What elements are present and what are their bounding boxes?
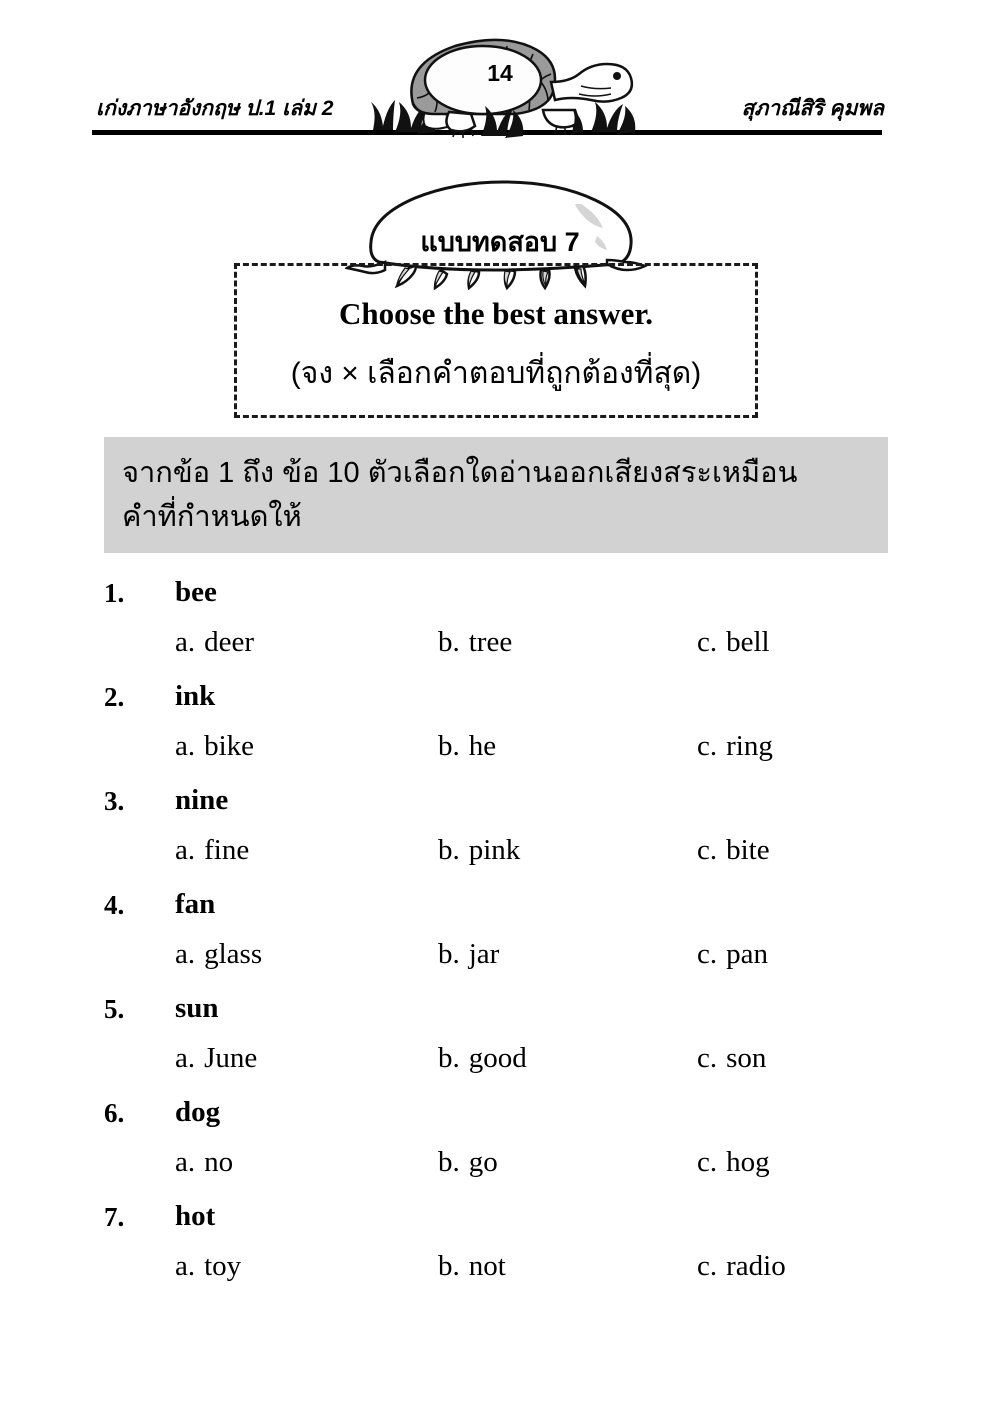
question-item <box>0 676 992 780</box>
question-list <box>0 572 992 1300</box>
choice-option-a[interactable] <box>175 730 254 763</box>
choice-key-c: c. <box>697 1146 718 1178</box>
choice-option-c[interactable] <box>697 1042 766 1075</box>
choice-row <box>0 834 992 880</box>
question-number: 5. <box>104 994 125 1024</box>
author-name: สุภาณีสิริ คุมพล <box>741 97 884 120</box>
choice-text-a: toy <box>204 1250 242 1282</box>
choice-text-a: glass <box>204 938 263 970</box>
choice-option-c[interactable] <box>697 730 773 763</box>
turtle-icon <box>355 30 655 138</box>
direction-line-1: จากข้อ 1 ถึง ข้อ 10 ตัวเลือกใดอ่านออกเสียงสระเหมือน <box>122 457 798 489</box>
choice-key-a: a. <box>175 938 196 970</box>
choice-row <box>0 730 992 776</box>
choice-text-a: bike <box>204 730 255 762</box>
question-item <box>0 1196 992 1300</box>
choice-row <box>0 1146 992 1192</box>
choice-option-b[interactable] <box>438 626 512 659</box>
choice-key-c: c. <box>697 1042 718 1074</box>
choice-key-c: c. <box>697 938 718 970</box>
choice-key-b: b. <box>438 834 460 866</box>
choice-key-b: b. <box>438 1146 460 1178</box>
choice-key-c: c. <box>697 834 718 866</box>
choice-option-b[interactable] <box>438 834 520 867</box>
question-word: hot <box>175 1200 216 1232</box>
choice-option-a[interactable] <box>175 938 262 971</box>
choice-option-b[interactable] <box>438 1146 498 1179</box>
question-number: 4. <box>104 890 125 920</box>
choice-key-a: a. <box>175 1250 196 1282</box>
choice-row <box>0 1250 992 1296</box>
choice-key-c: c. <box>697 730 718 762</box>
choice-text-a: no <box>204 1146 234 1178</box>
choice-key-c: c. <box>697 1250 718 1282</box>
choice-text-c: son <box>726 1042 767 1074</box>
choice-text-b: go <box>468 1146 498 1178</box>
question-number: 7. <box>104 1202 125 1232</box>
instruction-thai: (จง × เลือกคำตอบที่ถูกต้องที่สุด) <box>290 357 702 390</box>
question-item <box>0 988 992 1092</box>
choice-text-c: bite <box>726 834 770 866</box>
book-title: เก่งภาษาอังกฤษ ป.1 เล่ม 2 <box>96 97 334 120</box>
choice-option-a[interactable] <box>175 1250 241 1283</box>
page-number: 14 <box>487 60 513 86</box>
question-item <box>0 884 992 988</box>
choice-option-b[interactable] <box>438 1250 506 1283</box>
choice-option-a[interactable] <box>175 626 254 659</box>
question-item <box>0 572 992 676</box>
choice-key-a: a. <box>175 1146 196 1178</box>
choice-option-a[interactable] <box>175 1042 257 1075</box>
choice-key-a: a. <box>175 1042 196 1074</box>
choice-option-c[interactable] <box>697 1146 770 1179</box>
question-number: 3. <box>104 786 125 816</box>
choice-key-a: a. <box>175 834 196 866</box>
page-header <box>0 0 992 140</box>
choice-text-a: June <box>204 1042 258 1074</box>
question-word: fan <box>175 888 216 920</box>
choice-key-b: b. <box>438 1250 460 1282</box>
question-word: sun <box>175 992 219 1024</box>
instruction-english: Choose the best answer. <box>338 296 654 331</box>
choice-key-b: b. <box>438 1042 460 1074</box>
choice-text-b: jar <box>468 938 500 970</box>
choice-key-a: a. <box>175 626 196 658</box>
choice-text-a: deer <box>204 626 255 658</box>
choice-option-c[interactable] <box>697 1250 786 1283</box>
question-number: 2. <box>104 682 125 712</box>
choice-option-c[interactable] <box>697 938 768 971</box>
question-word: dog <box>175 1096 221 1128</box>
choice-row <box>0 626 992 672</box>
choice-row <box>0 1042 992 1088</box>
choice-text-c: radio <box>726 1250 786 1282</box>
choice-text-b: tree <box>468 626 513 658</box>
choice-key-b: b. <box>438 730 460 762</box>
question-word: nine <box>175 784 229 816</box>
choice-option-c[interactable] <box>697 626 770 659</box>
direction-banner <box>104 437 888 553</box>
choice-text-b: not <box>468 1250 506 1282</box>
choice-option-a[interactable] <box>175 834 249 867</box>
choice-text-c: bell <box>726 626 770 658</box>
choice-text-b: good <box>468 1042 527 1074</box>
direction-line-2: คำที่กำหนดให้ <box>122 501 302 533</box>
choice-option-b[interactable] <box>438 938 499 971</box>
choice-text-c: hog <box>726 1146 770 1178</box>
choice-key-a: a. <box>175 730 196 762</box>
choice-key-b: b. <box>438 938 460 970</box>
choice-text-c: pan <box>726 938 768 970</box>
choice-option-c[interactable] <box>697 834 770 867</box>
choice-option-b[interactable] <box>438 1042 527 1075</box>
choice-text-c: ring <box>726 730 773 762</box>
choice-key-c: c. <box>697 626 718 658</box>
choice-text-b: he <box>468 730 497 762</box>
choice-key-b: b. <box>438 626 460 658</box>
question-word: bee <box>175 576 217 608</box>
choice-option-a[interactable] <box>175 1146 233 1179</box>
question-number: 6. <box>104 1098 125 1128</box>
test-title: แบบทดสอบ 7 <box>420 227 580 257</box>
question-word: ink <box>175 680 216 712</box>
question-item <box>0 780 992 884</box>
choice-text-b: pink <box>468 834 521 866</box>
question-item <box>0 1092 992 1196</box>
choice-row <box>0 938 992 984</box>
choice-text-a: fine <box>204 834 250 866</box>
question-number: 1. <box>104 578 125 608</box>
choice-option-b[interactable] <box>438 730 496 763</box>
